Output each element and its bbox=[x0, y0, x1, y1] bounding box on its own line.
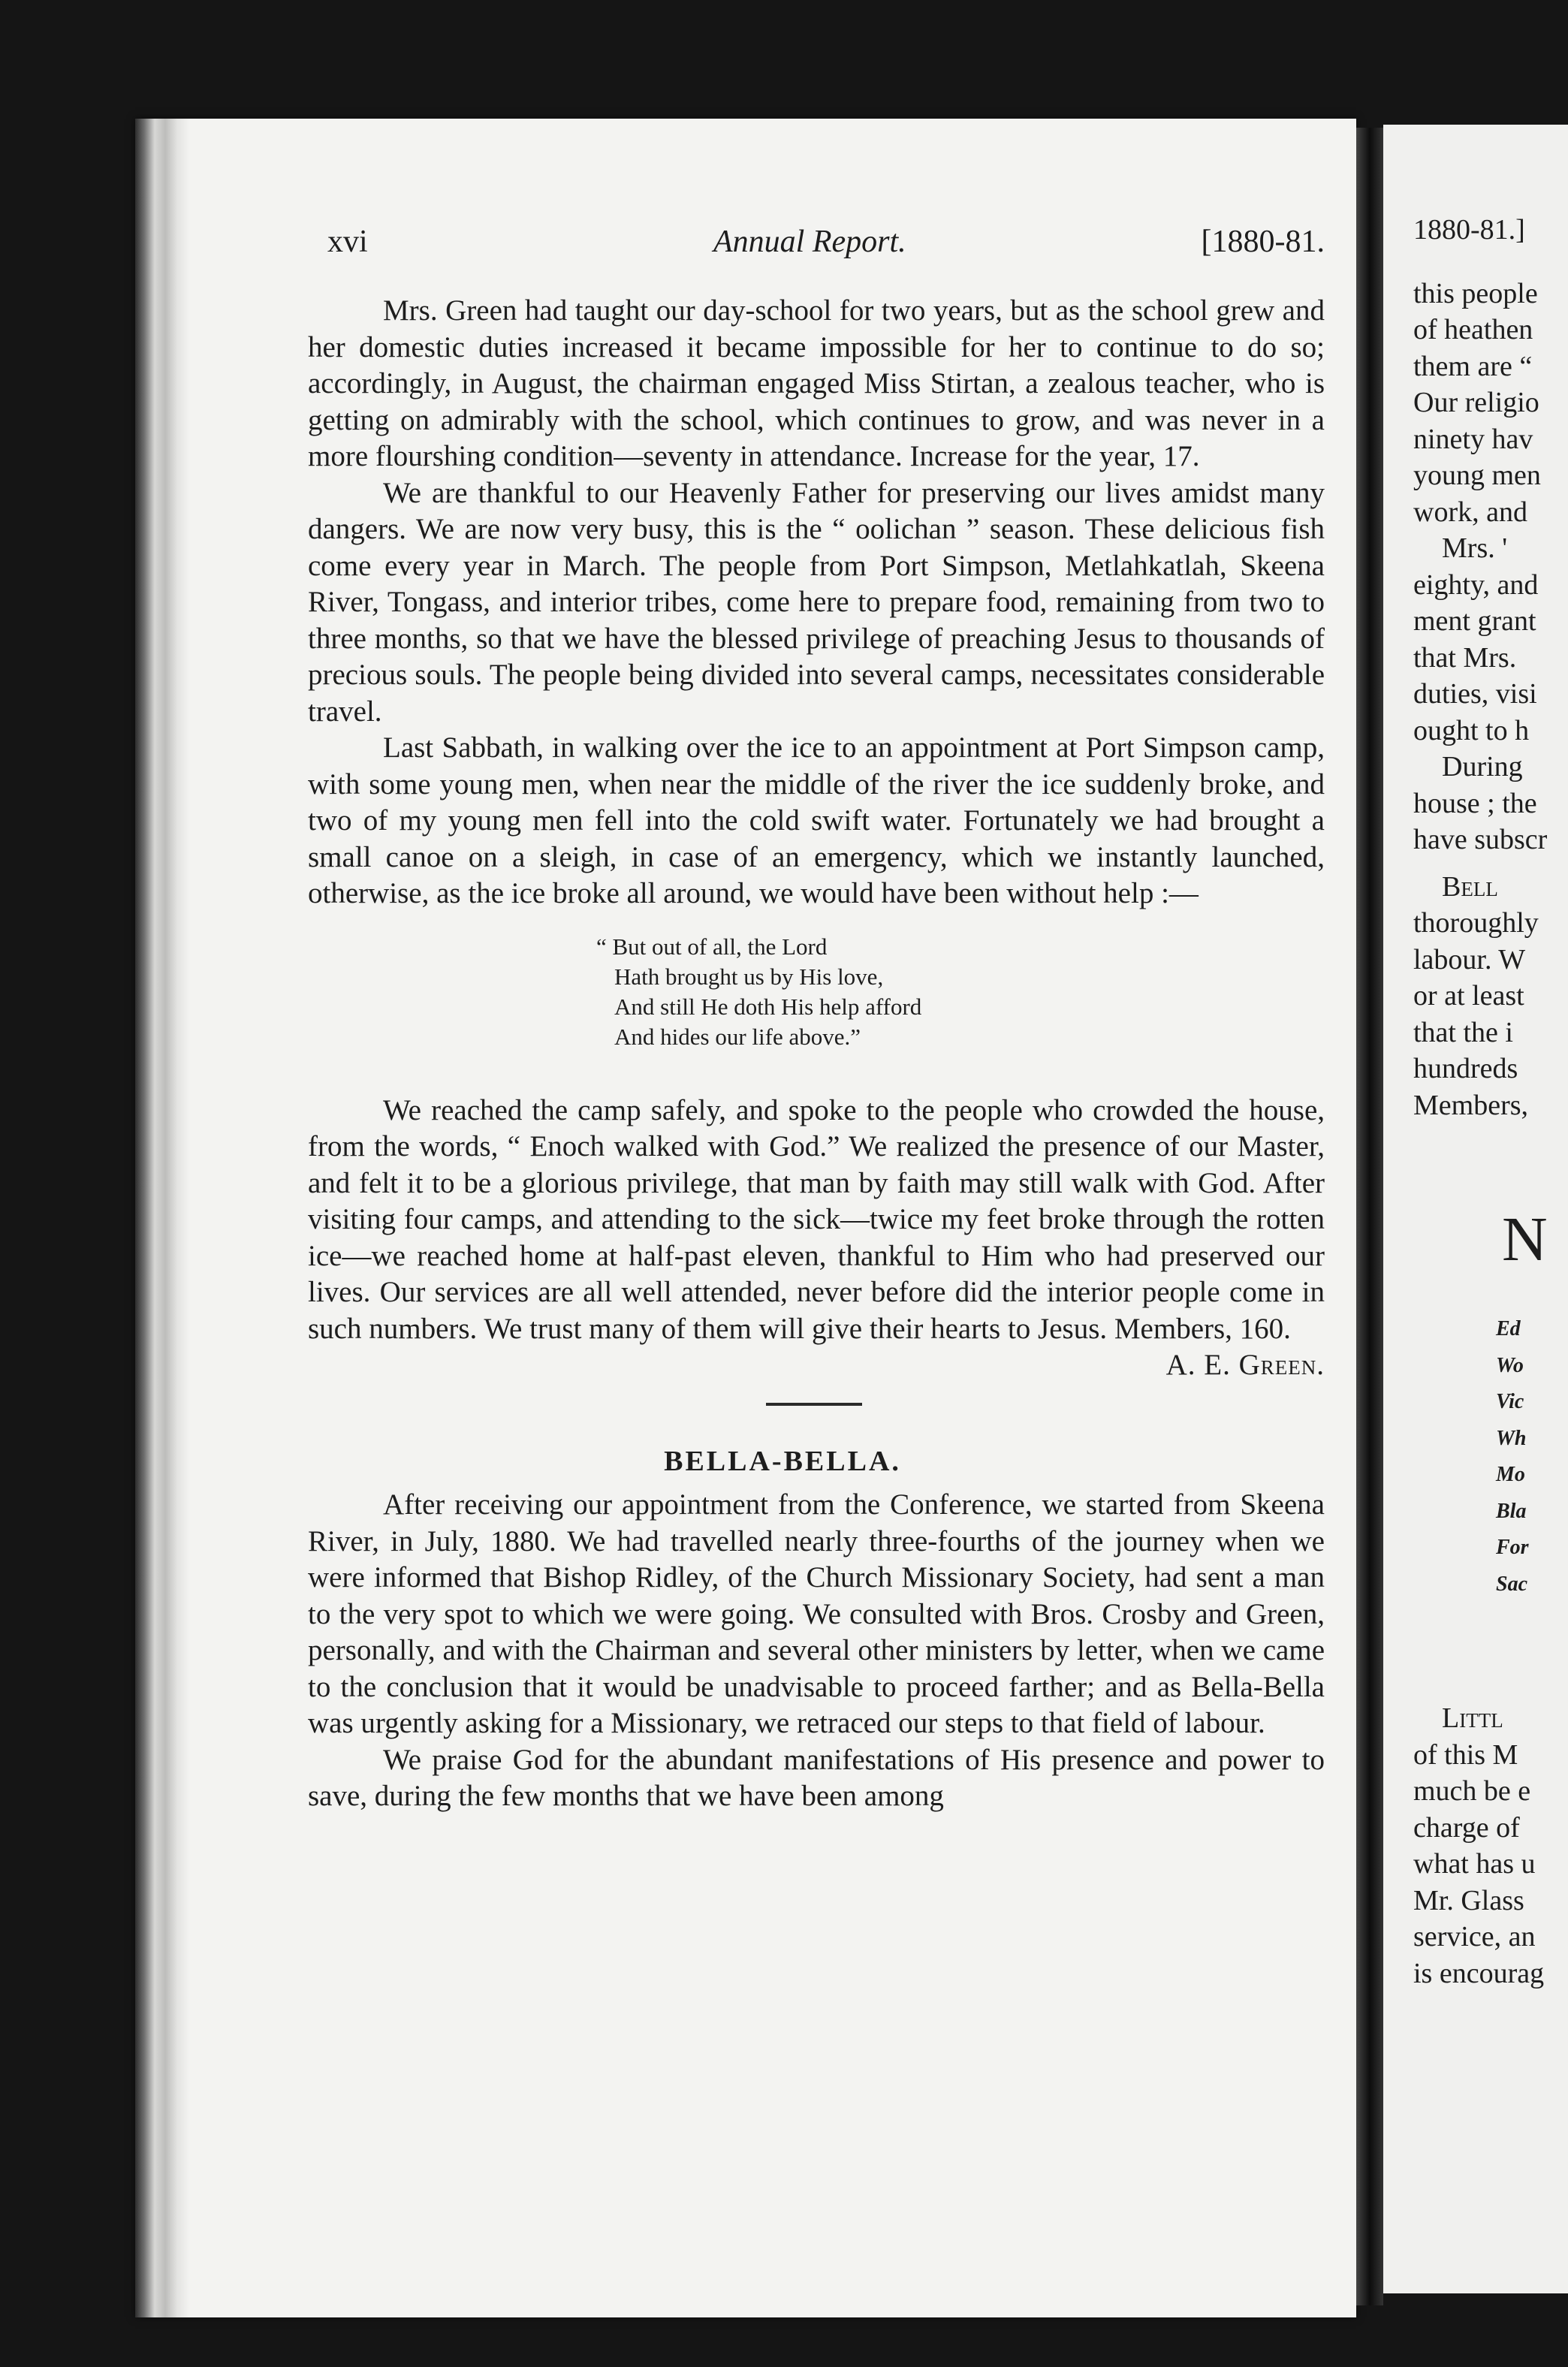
poem-line: “ But out of all, the Lord bbox=[596, 933, 828, 960]
poem-line: Hath brought us by His love, bbox=[614, 963, 884, 990]
right-line: thoroughly bbox=[1413, 907, 1539, 939]
poem-line: And hides our life above.” bbox=[614, 1023, 861, 1050]
right-line: hundreds bbox=[1413, 1053, 1518, 1084]
right-line: Bell bbox=[1413, 870, 1498, 903]
right-page bbox=[1383, 125, 1568, 2293]
right-italic-item: Bla bbox=[1496, 1499, 1527, 1523]
right-line: Mrs. ' bbox=[1413, 532, 1508, 564]
right-italic-item: Vic bbox=[1496, 1390, 1524, 1413]
right-line: is encourag bbox=[1413, 1957, 1545, 1989]
right-italic-item: Sac bbox=[1496, 1572, 1527, 1596]
left-page-content bbox=[308, 218, 1325, 1815]
right-line: eighty, and bbox=[1413, 568, 1539, 601]
right-line: have subscr bbox=[1413, 824, 1548, 855]
page-number: xvi bbox=[327, 225, 368, 259]
right-line: labour. W bbox=[1413, 943, 1526, 975]
paragraph-appointment: After receiving our appointment from the Conference, we started from Skeena River, in July, 1880. We had travelled nearly three-fourths of the journey when we were informed that Bishop Ridley, of the Church Missionary Society, had sent a man to the very spot to which we were going. We consulted with Bros. Crosby and Green, personally, and with the Chairman and several other ministers by letter, when we came to the conclusion that it would be unadvisable to proceed farther; and as Bella-Bella was urgently asking for a Missionary, we retraced our steps to that field of labour. bbox=[308, 1488, 1325, 1739]
right-page-header: 1880-81.] bbox=[1413, 214, 1525, 246]
right-italic-item: Ed bbox=[1496, 1317, 1521, 1340]
spacer bbox=[1413, 1603, 1568, 1700]
right-line: them are “ bbox=[1413, 350, 1533, 382]
right-line: ought to h bbox=[1413, 714, 1530, 746]
right-italic-item: Wh bbox=[1496, 1426, 1527, 1450]
right-line: or at least bbox=[1413, 980, 1524, 1012]
right-line: Our religio bbox=[1413, 387, 1539, 418]
right-line: Littl bbox=[1413, 1702, 1503, 1734]
running-year: [1880-81. bbox=[1201, 225, 1325, 259]
right-italic-item: For bbox=[1496, 1536, 1529, 1559]
paragraph-camp-visit-text: We reached the camp safely, and spoke to the people who crowded the house, from the words, “ Enoch walked with God.” We realized the presence of our Master, and felt it to be a glorious privilege, that man by faith may still walk with God. After visiting four camps, and attending to the sick—twice my feet broke through the rotten ice—we reached home at half-past eleven, thankful to Him who had preserved our lives. Our services are all well attended, never before did the interior people come in such numbers. We trust many of them will give their hearts to Jesus. Members, 160. bbox=[308, 1093, 1325, 1345]
right-line: that Mrs. bbox=[1413, 641, 1517, 674]
right-line: much be e bbox=[1413, 1775, 1531, 1807]
right-line: this people bbox=[1413, 277, 1538, 309]
running-title: Annual Report. bbox=[713, 225, 906, 259]
right-line: Mr. Glass bbox=[1413, 1884, 1524, 1916]
right-line: Members, bbox=[1413, 1089, 1529, 1121]
right-line: During bbox=[1413, 751, 1523, 782]
page-binding-edge bbox=[135, 119, 189, 2317]
right-line: of this M bbox=[1413, 1738, 1518, 1771]
right-line: work, and bbox=[1413, 496, 1527, 528]
right-line: charge of bbox=[1413, 1811, 1520, 1844]
book-gutter bbox=[1356, 128, 1383, 2305]
right-line: duties, visi bbox=[1413, 678, 1537, 710]
poem-line: And still He doth His help afford bbox=[614, 993, 922, 1020]
paragraph-oolichan-season: We are thankful to our Heavenly Father for preserving our lives amidst many dangers. We are now very busy, this is the “ oolichan ” season. These delicious fish come every year in March. The people from Port Simpson, Metlahkatlah, Skeena River, Tongass, and interior tribes, come here to prepare food, remaining from two to three months, so that we have the blessed privilege of preaching Jesus to thousands of precious souls. The people being divided into several camps, necessitates considerable travel. bbox=[308, 476, 1325, 728]
signature: A. E. Green. bbox=[1165, 1349, 1325, 1381]
right-italic-item: Wo bbox=[1496, 1353, 1524, 1377]
right-line: what has u bbox=[1413, 1848, 1536, 1880]
paragraph-ice-broke: Last Sabbath, in walking over the ice to an appointment at Port Simpson camp, with some young men, when near the middle of the river the ice suddenly broke, and two of my young men fell into the cold swift water. Fortunately we had brought a small canoe on a sleigh, in case of an emergency, which we instantly launched, otherwise, as the ice broke all around, we would have been without help :— bbox=[308, 731, 1325, 909]
spacer bbox=[1413, 1123, 1568, 1184]
section-divider bbox=[766, 1403, 862, 1406]
right-line: service, an bbox=[1413, 1921, 1536, 1952]
right-italic-item: Mo bbox=[1496, 1463, 1525, 1486]
right-line: ninety hav bbox=[1413, 423, 1533, 455]
right-line: that the i bbox=[1413, 1016, 1513, 1048]
right-line: of heathen bbox=[1413, 314, 1533, 345]
paragraph-praise: We praise God for the abundant manifestations of His presence and power to save, during the few months that we have been among bbox=[308, 1743, 1325, 1812]
right-large-letter: N bbox=[1502, 1205, 1548, 1274]
spacer bbox=[1413, 1296, 1568, 1311]
right-line: young men bbox=[1413, 460, 1541, 491]
right-page-text bbox=[1413, 213, 1568, 1992]
paragraph-camp-visit bbox=[308, 1093, 1325, 1381]
poem-quotation bbox=[596, 932, 1325, 1052]
right-line: house ; the bbox=[1413, 787, 1537, 819]
right-line: ment grant bbox=[1413, 605, 1536, 637]
section-heading: BELLA-BELLA. bbox=[664, 1446, 901, 1477]
paragraph-day-school: Mrs. Green had taught our day-school for two years, but as the school grew and her domestic duties increased it became impossible for her to continue to do so; accordingly, in August, the chairman engaged Miss Stirtan, a zealous teacher, who is getting on admirably with the school, which continues to grow, and was never in a more flourshing condition—seventy in attendance. Increase for the year, 17. bbox=[308, 294, 1325, 472]
running-head bbox=[308, 218, 1325, 266]
